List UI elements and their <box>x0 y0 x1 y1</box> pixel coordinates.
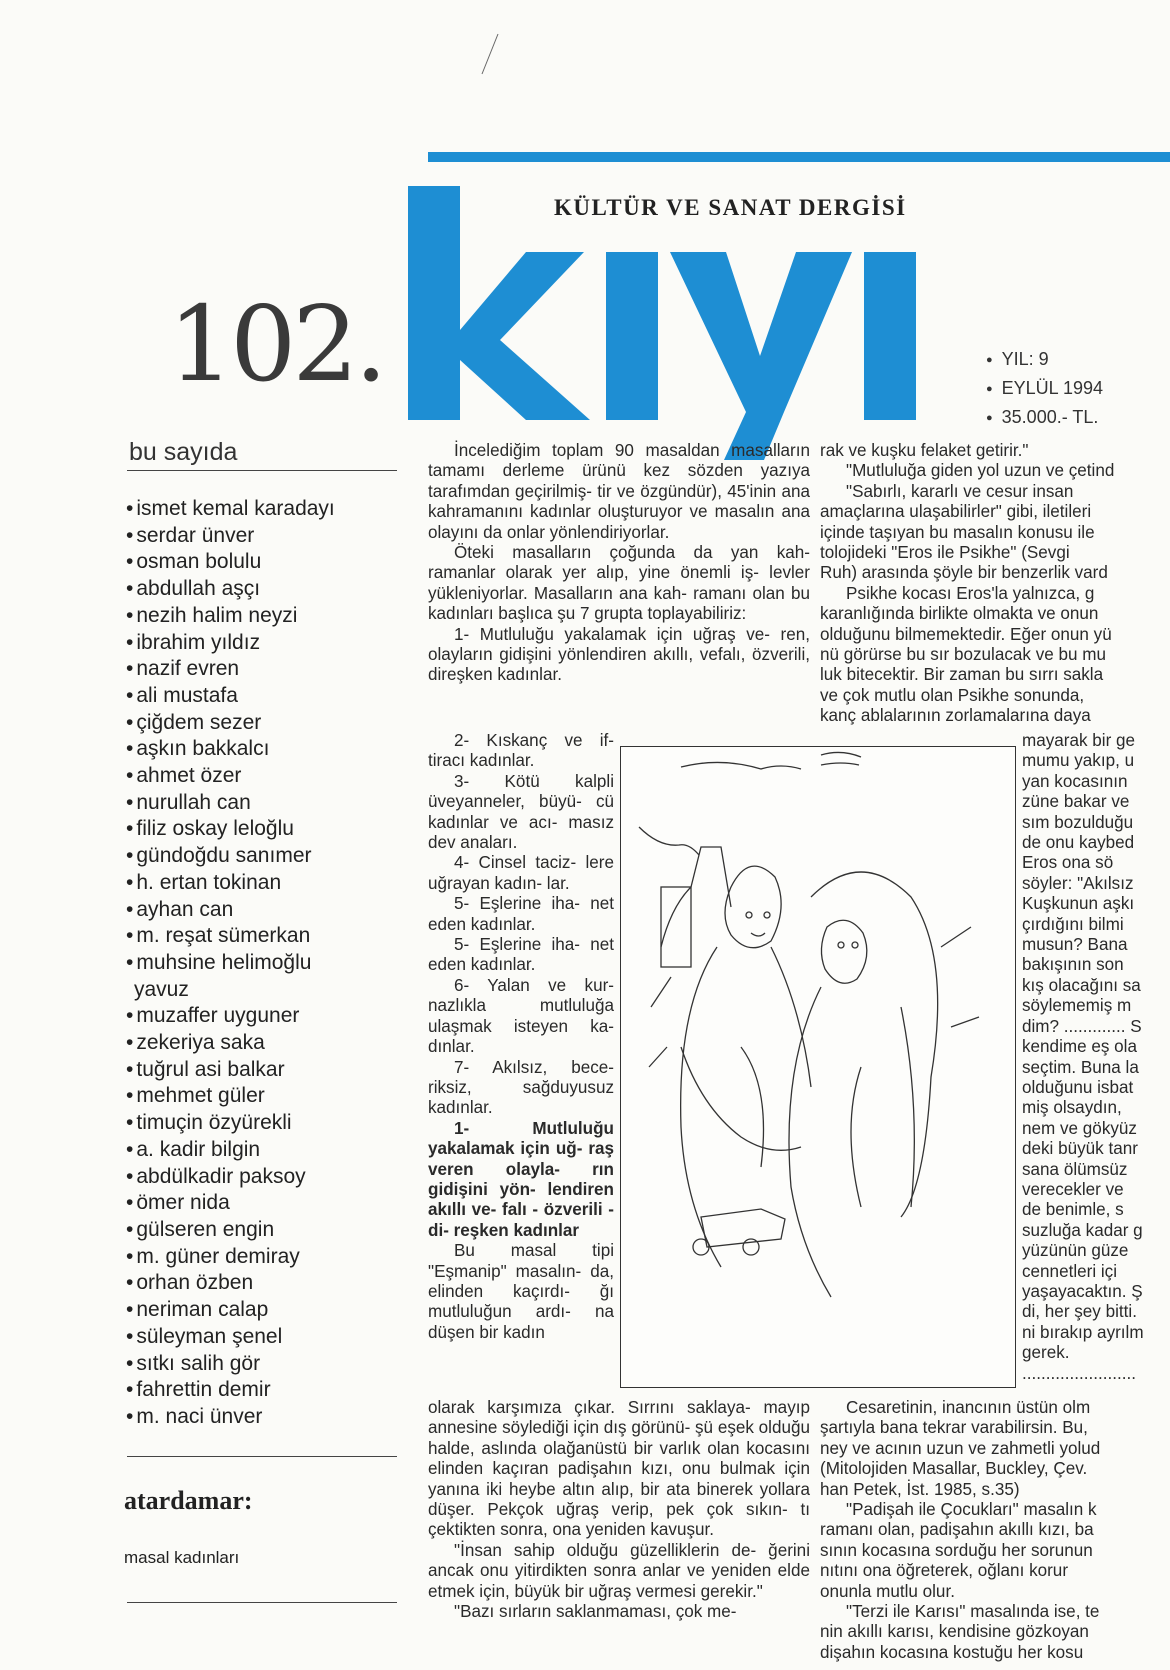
bullet-icon: • <box>126 1298 134 1322</box>
article-column-1-narrow <box>428 731 614 1343</box>
bullet-icon: • <box>126 764 134 788</box>
section-subtitle: masal kadınları <box>124 1548 240 1567</box>
contributor-item <box>126 897 416 924</box>
contributor-item <box>126 710 416 737</box>
article-line: seçtim. Buna la <box>1022 1057 1139 1077</box>
contributor-item <box>126 843 416 870</box>
bullet-icon: • <box>126 1031 134 1055</box>
article-line: Kuşkunun aşkı <box>1022 894 1135 914</box>
bullet-icon: • <box>126 603 134 627</box>
article-column-1-bottom <box>428 1398 810 1622</box>
article-line: ney ve acının uzun ve zahmetli yolud <box>820 1438 1101 1458</box>
article-line: "Padişah ile Çocukları" masalın k <box>846 1500 1097 1520</box>
contributor-name: osman bolulu <box>136 550 262 574</box>
article-column-2-narrow <box>1022 731 1170 1384</box>
contributor-name: m. güner demiray <box>136 1244 300 1268</box>
contributor-item <box>126 1190 416 1217</box>
article-line: nem ve gökyüz <box>1022 1118 1137 1138</box>
list-item: 5- Eşlerine iha- net eden kadınlar. <box>428 894 614 934</box>
bullet-icon: • <box>126 1378 134 1402</box>
list-item: 3- Kötü kalpli üveyanneler, büyü- cü kadınlar ve acı- masız dev anaları. <box>428 771 614 853</box>
article-line: Cesaretinin, inancının üstün olm <box>846 1398 1091 1417</box>
contributor-name: h. ertan tokinan <box>136 870 282 894</box>
article-line: bakışının son <box>1022 955 1124 975</box>
bullet-icon: • <box>126 577 134 601</box>
article-line: amaçlarına ulaşabilirler" gibi, iletileri <box>820 502 1092 522</box>
article-subheading: 1- Mutluluğu yakalamak için uğ- raş veren olayla- rın gidişini yön- lendiren akıllı ve- falı - özverili - di- reşken kadınlar <box>428 1118 614 1240</box>
bullet-icon: • <box>126 1324 134 1348</box>
contributor-name: ibrahim yıldız <box>136 630 261 654</box>
list-item: 6- Yalan ve kur- nazlıkla mutluluğa ulaşmak isteyen ka- dınlar. <box>428 975 614 1057</box>
contributor-name: nurullah can <box>136 790 251 814</box>
contributor-item <box>126 1270 416 1297</box>
article-paragraph: Bu masal tipi "Eşmanip" masalın- da, elinden kaçırdı- ğı mutluluğun ardı- na düşen bir kadın <box>428 1241 614 1342</box>
article-line: "Terzi ile Karısı" masalında ise, te <box>846 1602 1100 1622</box>
contributor-name: ayhan can <box>136 897 234 921</box>
bullet-icon: • <box>126 1004 134 1028</box>
contributor-name: nezih halim neyzi <box>136 603 298 627</box>
contributor-item <box>126 683 416 710</box>
contributor-name: gülseren engin <box>136 1217 275 1241</box>
contributor-item <box>126 950 416 977</box>
contributor-item <box>126 1110 416 1137</box>
article-line: Psikhe kocası Eros'la yalnızca, g <box>846 583 1095 603</box>
bullet-icon: • <box>126 630 134 654</box>
sidebar-rule <box>127 1602 397 1603</box>
article-paragraph: Öteki masalların çoğunda da yan kah- ramanlar olarak yer alıp, yine önemli iş- levler yükleniyorlar. Masalların ana kah- ramanı olan bu kadınları başlıca şu 7 grupta toplayabiliriz: <box>428 543 810 624</box>
article-line: söylememiş m <box>1022 996 1132 1016</box>
contributor-name-continuation: yavuz <box>134 977 189 1001</box>
contributor-name: mehmet güler <box>136 1084 265 1108</box>
contributor-name: çiğdem sezer <box>136 710 262 734</box>
contributor-name: ahmet özer <box>136 764 242 788</box>
article-line: deki büyük tanr <box>1022 1139 1138 1159</box>
bullet-icon: • <box>126 1217 134 1241</box>
list-item: 2- Kıskanç ve if- tiracı kadınlar. <box>428 731 614 771</box>
contributor-item <box>126 870 416 897</box>
contributor-name: ömer nida <box>136 1191 230 1215</box>
contributor-item <box>126 1083 416 1110</box>
article-line: miş olsaydın, <box>1022 1098 1122 1118</box>
contributor-item <box>126 549 416 576</box>
contributor-item <box>126 736 416 763</box>
article-line: dişahın kocasına kostuğu her kosu <box>820 1642 1084 1662</box>
bullet-icon: • <box>126 1164 134 1188</box>
article-column-2 <box>820 441 1170 727</box>
contributor-item <box>126 1404 416 1431</box>
bullet-icon: • <box>126 683 134 707</box>
bullet-icon: • <box>126 790 134 814</box>
article-line: nin akıllı karısı, kendisine gözkoyan <box>820 1622 1089 1642</box>
article-line: sım bozulduğu <box>1022 812 1134 832</box>
contributor-item <box>126 1377 416 1404</box>
contributor-name: ismet kemal karadayı <box>136 497 335 520</box>
bullet-icon: • <box>126 1191 134 1215</box>
contributor-item <box>126 790 416 817</box>
article-line: olduğunu bilmemektedir. Eğer onun yü <box>820 624 1112 644</box>
magazine-subtitle: KÜLTÜR VE SANAT DERGİSİ <box>554 195 907 220</box>
article-line: kendime eş ola <box>1022 1037 1137 1057</box>
article-line: karanlığında birlikte olmakta ve onun <box>820 604 1099 624</box>
article-line: ........................ <box>1022 1363 1136 1383</box>
article-line: söyler: "Akılsız <box>1022 873 1134 893</box>
contributor-name: m. reşat sümerkan <box>136 924 311 948</box>
contributor-item <box>126 1057 416 1084</box>
contributor-name: abdullah aşçı <box>136 577 261 601</box>
contributor-item <box>126 1324 416 1351</box>
bullet-icon: • <box>126 1351 134 1375</box>
bullet-icon: • <box>126 844 134 868</box>
contributor-list <box>126 496 416 1431</box>
article-line: içinde taşıyan bu masalın konusu ile <box>820 522 1095 542</box>
contributor-item <box>126 1030 416 1057</box>
list-item: 4- Cinsel taciz- lere uğrayan kadın- lar. <box>428 853 614 893</box>
section-heading: atardamar: <box>124 1486 253 1515</box>
contributor-name: neriman calap <box>136 1298 269 1322</box>
issue-number: 102. <box>168 283 384 405</box>
contributor-item <box>126 603 416 630</box>
contributor-item <box>126 1351 416 1378</box>
contributor-name: aşkın bakkalcı <box>136 737 270 761</box>
contributor-name: a. kadir bilgin <box>136 1137 261 1161</box>
article-line: çırdığını bilmi <box>1022 914 1124 934</box>
contributor-item <box>126 816 416 843</box>
article-line: Eros ona sö <box>1022 853 1114 873</box>
article-line: yaşayacaktın. Ş <box>1022 1281 1143 1301</box>
article-line: züne bakar ve <box>1022 792 1130 812</box>
article-line: ramanı olan, padişahın akıllı kızı, ba <box>820 1520 1094 1540</box>
article-paragraph: olarak karşımıza çıkar. Sırrını saklaya- mayıp annesine söylediği için dış görünü- şü eşek olduğu halde, aslında olağanüstü bir varlık olan kocasını elinden kaçıran padişahın kızı, onu bulmak için yanına iki heybe altın alıp, bir ata binerek yollara düşer. Pekçok uğraş verip, pek çok sıkın- tı çektikten sonra, ona yeniden kavuşur. <box>428 1398 811 1540</box>
article-line: sının kocasına sorduğu her sorunun <box>820 1540 1093 1560</box>
article-line: de benimle, s <box>1022 1200 1124 1220</box>
bullet-icon: • <box>126 1111 134 1135</box>
article-paragraph: 1- Mutluluğu yakalamak için uğraş ve- ren, olayların gidişini yönlendiren akıllı, vefalı, özverili, direşken kadınlar. <box>428 624 810 685</box>
contributor-name: muhsine helimoğlu <box>136 950 312 974</box>
contributor-name: timuçin özyürekli <box>136 1111 292 1135</box>
bullet-icon: • <box>126 950 134 974</box>
article-paragraph: İncelediğim toplam 90 masaldan masalların tamamı derleme ürünü kez sözden yazıya tarafımdan geçirilmiş- tir ve özgündür), 45'inin ana kahramanını kadınlar oluşturuyor ve masalın ana olayını da onlar yönlendiriyorlar. <box>428 441 810 542</box>
article-line: "Mutluluğa giden yol uzun ve çetind <box>846 461 1115 481</box>
contributor-name: muzaffer uyguner <box>136 1004 300 1028</box>
bullet-icon: • <box>126 1244 134 1268</box>
article-line: nü görürse bu sır bozulacak ve bu mu <box>820 645 1107 665</box>
article-paragraph: "İnsan sahip olduğu güzelliklerin de- ğerini ancak onu yitirdikten sonra anlar ve yeniden elde etmek için, büyük bir uğraş vermesi gerekir." <box>428 1540 810 1601</box>
article-line: nıtını ona öğreterek, oğlanı korur <box>820 1561 1069 1581</box>
contributor-name: gündoğdu sanımer <box>136 844 312 868</box>
bullet-icon: • <box>126 1271 134 1295</box>
contributor-item <box>126 630 416 657</box>
contributor-item <box>126 1217 416 1244</box>
bullet-icon: • <box>126 550 134 574</box>
contributor-name: serdar ünver <box>136 523 255 547</box>
bullet-icon: • <box>126 523 134 547</box>
article-line: verecekler ve <box>1022 1179 1124 1199</box>
illustration-sketch <box>620 746 1016 1388</box>
contributor-item <box>126 576 416 603</box>
issue-price: ● 35.000.- TL. <box>986 404 1103 433</box>
contributor-name: tuğrul asi balkar <box>136 1057 285 1081</box>
sidebar-rule <box>127 470 397 471</box>
article-line: gerek. <box>1022 1343 1070 1363</box>
article-line: yan kocasının <box>1022 771 1128 791</box>
contributor-item <box>126 523 416 550</box>
contributor-name: süleyman şenel <box>136 1324 283 1348</box>
contributor-name: m. naci ünver <box>136 1404 263 1428</box>
contributor-name: filiz oskay leloğlu <box>136 817 294 841</box>
bullet-icon: • <box>126 710 134 734</box>
contributor-item <box>126 1297 416 1324</box>
sidebar-rule <box>127 1456 397 1457</box>
bullet-icon: • <box>126 737 134 761</box>
article-line: (Mitolojiden Masallar, Buckley, Çev. <box>820 1459 1088 1479</box>
article-line: tolojideki "Eros ile Psikhe" (Sevgi <box>820 543 1070 563</box>
contributor-item <box>126 1244 416 1271</box>
article-line: yüzünün güze <box>1022 1241 1129 1261</box>
contributor-item <box>126 923 416 950</box>
article-line: "Sabırlı, kararlı ve cesur insan <box>846 481 1074 501</box>
article-line: kış olacağını sa <box>1022 975 1141 995</box>
issue-year: ● YIL: 9 <box>986 346 1103 375</box>
article-line: suzluğa kadar g <box>1022 1220 1143 1240</box>
bullet-icon: • <box>126 657 134 681</box>
bullet-icon: • <box>126 897 134 921</box>
contributor-item <box>126 656 416 683</box>
article-line: cennetleri içi <box>1022 1261 1118 1281</box>
article-line: ni bırakıp ayrılm <box>1022 1322 1144 1342</box>
list-item: 7- Akılsız, bece- riksiz, sağduyusuz kadınlar. <box>428 1057 614 1118</box>
article-line: han Petek, İst. 1985, s.35) <box>820 1479 1020 1499</box>
contributor-item <box>126 496 416 523</box>
article-line: olduğunu isbat <box>1022 1077 1134 1097</box>
bullet-icon: • <box>126 817 134 841</box>
article-line: luk bitecektir. Bir zaman bu sırrı sakla <box>820 665 1104 685</box>
article-line: musun? Bana <box>1022 935 1128 955</box>
contributor-name: zekeriya saka <box>136 1031 265 1055</box>
article-line: dim? ............. S <box>1022 1016 1142 1036</box>
contributor-item <box>126 1164 416 1191</box>
contributor-item <box>126 1137 416 1164</box>
article-column-1 <box>428 441 810 686</box>
article-line: şartıyla bana tekrar varabilirsin. Bu, <box>820 1418 1088 1438</box>
bullet-icon: • <box>126 497 134 520</box>
article-line: onunla mutlu olur. <box>820 1581 955 1601</box>
article-line: mayarak bir ge <box>1022 731 1136 750</box>
pen-mark <box>480 32 500 76</box>
contributor-name: ali mustafa <box>136 683 238 707</box>
article-line: mumu yakıp, u <box>1022 751 1135 771</box>
article-line: de onu kaybed <box>1022 833 1135 853</box>
issue-date: ● EYLÜL 1994 <box>986 375 1103 404</box>
bullet-icon: • <box>126 1404 134 1428</box>
bullet-icon: • <box>126 924 134 948</box>
bullet-icon: • <box>126 870 134 894</box>
contributor-name: abdülkadir paksoy <box>136 1164 306 1188</box>
article-line: ve çok mutlu olan Psikhe sonunda, <box>820 685 1085 705</box>
bullet-icon: • <box>126 1057 134 1081</box>
contributor-item <box>126 763 416 790</box>
contributor-name: fahrettin demir <box>136 1378 271 1402</box>
list-item: 5- Eşlerine iha- net eden kadınlar. <box>428 935 614 975</box>
article-line: kanç ablalarının zorlamalarına daya <box>820 706 1091 726</box>
sidebar-heading: bu sayıda <box>129 438 238 466</box>
article-paragraph: "Bazı sırların saklanmaması, çok me- <box>454 1602 737 1622</box>
article-column-2-bottom <box>820 1398 1170 1663</box>
contributor-name: sıtkı salih gör <box>136 1351 261 1375</box>
article-line: di, her şey bitti. <box>1022 1302 1137 1322</box>
contributor-item <box>126 1003 416 1030</box>
article-line: Ruh) arasında şöyle bir benzerlik vard <box>820 563 1108 583</box>
article-line: sana ölümsüz <box>1022 1159 1128 1179</box>
issue-info <box>986 346 1103 433</box>
contributor-name: orhan özben <box>136 1271 254 1295</box>
bullet-icon: • <box>126 1137 134 1161</box>
bullet-icon: • <box>126 1084 134 1108</box>
article-line: rak ve kuşku felaket getirir." <box>820 441 1029 460</box>
contributor-name: nazif evren <box>136 657 240 681</box>
